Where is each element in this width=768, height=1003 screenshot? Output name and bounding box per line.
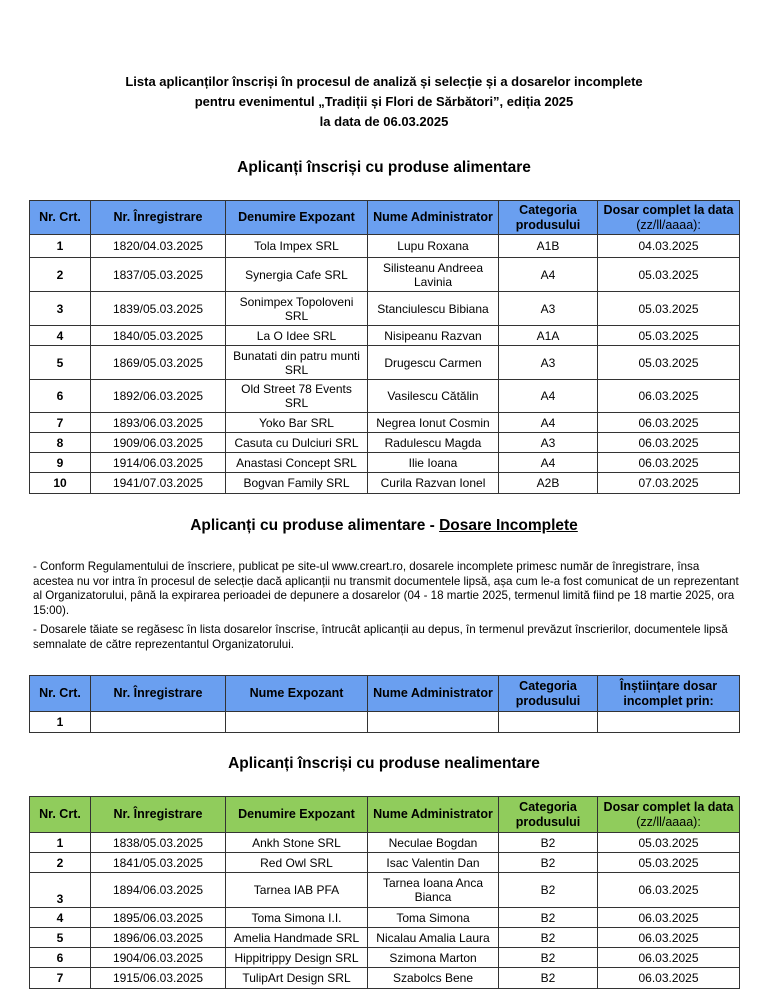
cell-reg: 1820/04.03.2025 bbox=[91, 235, 226, 258]
table-row bbox=[30, 853, 740, 873]
cell-reg bbox=[91, 712, 226, 733]
cell-name: Ankh Stone SRL bbox=[226, 833, 368, 853]
cell-name: Tola Impex SRL bbox=[226, 235, 368, 258]
cell-admin: Ilie Ioana bbox=[368, 453, 499, 473]
cell-nr: 1 bbox=[30, 833, 91, 853]
title-line-2: pentru evenimentul „Tradiții și Flori de Sărbători”, ediția 2025 bbox=[194, 94, 574, 109]
incomplete-files-table bbox=[29, 675, 740, 733]
col-header-date-label: Dosar complet la data bbox=[603, 799, 734, 814]
cell-notice bbox=[598, 712, 740, 733]
cell-nr: 6 bbox=[30, 380, 91, 413]
cell-reg: 1839/05.03.2025 bbox=[91, 292, 226, 326]
cell-cat: A4 bbox=[499, 413, 598, 433]
cell-reg: 1915/06.03.2025 bbox=[91, 968, 226, 989]
cell-nr: 2 bbox=[30, 258, 91, 292]
table-row bbox=[30, 833, 740, 853]
cell-reg: 1892/06.03.2025 bbox=[91, 380, 226, 413]
cell-cat: B2 bbox=[499, 948, 598, 968]
cell-reg: 1893/06.03.2025 bbox=[91, 413, 226, 433]
cell-name: Old Street 78 Events SRL bbox=[226, 380, 368, 413]
cell-reg: 1895/06.03.2025 bbox=[91, 908, 226, 928]
cell-reg: 1904/06.03.2025 bbox=[91, 948, 226, 968]
cell-reg: 1894/06.03.2025 bbox=[91, 873, 226, 908]
table-header-row bbox=[30, 676, 740, 712]
cell-admin: Negrea Ionut Cosmin bbox=[368, 413, 499, 433]
cell-admin: Vasilescu Cătălin bbox=[368, 380, 499, 413]
cell-reg: 1869/05.03.2025 bbox=[91, 346, 226, 380]
cell-admin: Szabolcs Bene bbox=[368, 968, 499, 989]
table-row bbox=[30, 873, 740, 908]
cell-name: Sonimpex Topoloveni SRL bbox=[226, 292, 368, 326]
col-header-nr: Nr. Crt. bbox=[30, 797, 91, 833]
cell-date: 06.03.2025 bbox=[598, 380, 740, 413]
incomplete-heading-underlined: Dosare Incomplete bbox=[439, 517, 578, 534]
cell-name bbox=[226, 712, 368, 733]
cell-cat: A4 bbox=[499, 258, 598, 292]
table-row bbox=[30, 908, 740, 928]
col-header-exhibitor: Denumire Expozant bbox=[226, 797, 368, 833]
table-row bbox=[30, 346, 740, 380]
cell-date: 05.03.2025 bbox=[598, 346, 740, 380]
cell-cat: A1B bbox=[499, 235, 598, 258]
cell-cat: B2 bbox=[499, 908, 598, 928]
cell-reg: 1841/05.03.2025 bbox=[91, 853, 226, 873]
cell-name: Anastasi Concept SRL bbox=[226, 453, 368, 473]
table-row bbox=[30, 948, 740, 968]
cell-cat: B2 bbox=[499, 928, 598, 948]
nonfood-section-heading: Aplicanți înscriși cu produse nealimentare bbox=[228, 755, 540, 772]
cell-cat: A1A bbox=[499, 326, 598, 346]
table-row bbox=[30, 453, 740, 473]
cell-nr: 2 bbox=[30, 853, 91, 873]
cell-cat: B2 bbox=[499, 873, 598, 908]
food-section-heading: Aplicanți înscriși cu produse alimentare bbox=[237, 159, 531, 176]
cell-date: 06.03.2025 bbox=[598, 433, 740, 453]
cell-nr: 8 bbox=[30, 433, 91, 453]
cell-admin: Nicalau Amalia Laura bbox=[368, 928, 499, 948]
cell-date: 04.03.2025 bbox=[598, 235, 740, 258]
table-row bbox=[30, 380, 740, 413]
cell-nr: 3 bbox=[30, 873, 91, 908]
col-header-administrator: Nume Administrator bbox=[368, 676, 499, 712]
cell-cat: A3 bbox=[499, 346, 598, 380]
cell-cat: B2 bbox=[499, 968, 598, 989]
cell-cat: A4 bbox=[499, 453, 598, 473]
table-header-row bbox=[30, 797, 740, 833]
note-paragraph-2: - Dosarele tăiate se regăsesc în lista dosarelor înscrise, întrucât aplicanții au depus, în termenul prevăzut înscrierilor, documentele lipsă semnalate de către reprezentantul Organizatorului. bbox=[33, 623, 728, 651]
cell-nr: 3 bbox=[30, 292, 91, 326]
cell-nr: 1 bbox=[30, 712, 91, 733]
cell-date: 06.03.2025 bbox=[598, 968, 740, 989]
cell-admin: Szimona Marton bbox=[368, 948, 499, 968]
cell-reg: 1896/06.03.2025 bbox=[91, 928, 226, 948]
cell-cat: A3 bbox=[499, 433, 598, 453]
cell-reg: 1838/05.03.2025 bbox=[91, 833, 226, 853]
cell-name: Casuta cu Dulciuri SRL bbox=[226, 433, 368, 453]
table-row bbox=[30, 928, 740, 948]
table-row bbox=[30, 712, 740, 733]
table-row bbox=[30, 413, 740, 433]
cell-date: 05.03.2025 bbox=[598, 258, 740, 292]
col-header-category: Categoria produsului bbox=[499, 676, 598, 712]
cell-admin: Tarnea Ioana Anca Bianca bbox=[368, 873, 499, 908]
cell-cat: B2 bbox=[499, 833, 598, 853]
cell-date: 05.03.2025 bbox=[598, 292, 740, 326]
cell-date: 05.03.2025 bbox=[598, 326, 740, 346]
cell-reg: 1840/05.03.2025 bbox=[91, 326, 226, 346]
cell-cat: A3 bbox=[499, 292, 598, 326]
col-header-registration: Nr. Înregistrare bbox=[91, 201, 226, 235]
cell-admin: Curila Razvan Ionel bbox=[368, 473, 499, 494]
cell-nr: 5 bbox=[30, 928, 91, 948]
food-applicants-table bbox=[29, 200, 740, 494]
cell-reg: 1914/06.03.2025 bbox=[91, 453, 226, 473]
cell-name: Yoko Bar SRL bbox=[226, 413, 368, 433]
col-header-notice: Înștiințare dosar incomplet prin: bbox=[598, 676, 740, 712]
cell-nr: 4 bbox=[30, 908, 91, 928]
incomplete-section-heading bbox=[0, 516, 768, 536]
nonfood-applicants-table bbox=[29, 796, 740, 989]
col-header-registration: Nr. Înregistrare bbox=[91, 797, 226, 833]
incomplete-heading-prefix: Aplicanți cu produse alimentare - bbox=[190, 517, 440, 534]
cell-name: Amelia Handmade SRL bbox=[226, 928, 368, 948]
cell-nr: 9 bbox=[30, 453, 91, 473]
cell-admin: Nisipeanu Razvan bbox=[368, 326, 499, 346]
cell-date: 06.03.2025 bbox=[598, 413, 740, 433]
cell-name: Red Owl SRL bbox=[226, 853, 368, 873]
cell-nr: 5 bbox=[30, 346, 91, 380]
table-row bbox=[30, 258, 740, 292]
document-title bbox=[0, 72, 768, 132]
cell-admin: Stanciulescu Bibiana bbox=[368, 292, 499, 326]
cell-nr: 7 bbox=[30, 968, 91, 989]
col-header-category: Categoria produsului bbox=[499, 797, 598, 833]
cell-date: 06.03.2025 bbox=[598, 873, 740, 908]
cell-name: Bunatati din patru munti SRL bbox=[226, 346, 368, 380]
title-line-1: Lista aplicanților înscriși în procesul de analiză și selecție și a dosarelor incomplete bbox=[125, 74, 643, 89]
col-header-nr: Nr. Crt. bbox=[30, 201, 91, 235]
cell-nr: 6 bbox=[30, 948, 91, 968]
cell-date: 06.03.2025 bbox=[598, 928, 740, 948]
col-header-complete-date bbox=[598, 201, 740, 235]
cell-reg: 1941/07.03.2025 bbox=[91, 473, 226, 494]
table-row bbox=[30, 473, 740, 494]
col-header-category: Categoria produsului bbox=[499, 201, 598, 235]
col-header-administrator: Nume Administrator bbox=[368, 201, 499, 235]
cell-name: Synergia Cafe SRL bbox=[226, 258, 368, 292]
cell-nr: 1 bbox=[30, 235, 91, 258]
cell-name: Tarnea IAB PFA bbox=[226, 873, 368, 908]
cell-admin: Radulescu Magda bbox=[368, 433, 499, 453]
table-row bbox=[30, 968, 740, 989]
note-paragraph-1: - Conform Regulamentului de înscriere, publicat pe site-ul www.creart.ro, dosarele incomplete primesc număr de înregistrare, însa acestea nu vor intra în procesul de selecție dacă aplicanții nu transmit documentele lipsă, așa cum le-a fost comunicat de un reprezentant al Organizatorului, până la expirarea perioadei de depunere a dosarelor (04 - 18 martie 2025, termenul limită fiind pe 18 martie 2025, ora 15:00). bbox=[33, 560, 739, 617]
cell-date: 05.03.2025 bbox=[598, 833, 740, 853]
table-row bbox=[30, 292, 740, 326]
cell-date: 06.03.2025 bbox=[598, 948, 740, 968]
cell-name: TulipArt Design SRL bbox=[226, 968, 368, 989]
cell-admin: Isac Valentin Dan bbox=[368, 853, 499, 873]
cell-name: La O Idee SRL bbox=[226, 326, 368, 346]
cell-name: Toma Simona I.I. bbox=[226, 908, 368, 928]
cell-cat: B2 bbox=[499, 853, 598, 873]
cell-admin: Silisteanu Andreea Lavinia bbox=[368, 258, 499, 292]
cell-reg: 1837/05.03.2025 bbox=[91, 258, 226, 292]
col-header-date-format: (zz/ll/aaaa): bbox=[636, 217, 701, 232]
cell-admin: Neculae Bogdan bbox=[368, 833, 499, 853]
col-header-exhibitor: Nume Expozant bbox=[226, 676, 368, 712]
cell-admin: Lupu Roxana bbox=[368, 235, 499, 258]
col-header-date-format: (zz/ll/aaaa): bbox=[636, 814, 701, 829]
cell-date: 06.03.2025 bbox=[598, 453, 740, 473]
cell-cat: A4 bbox=[499, 380, 598, 413]
col-header-registration: Nr. Înregistrare bbox=[91, 676, 226, 712]
incomplete-notes bbox=[33, 560, 741, 658]
col-header-date-label: Dosar complet la data bbox=[603, 202, 734, 217]
cell-nr: 7 bbox=[30, 413, 91, 433]
cell-reg: 1909/06.03.2025 bbox=[91, 433, 226, 453]
col-header-complete-date bbox=[598, 797, 740, 833]
table-header-row bbox=[30, 201, 740, 235]
title-line-3: la data de 06.03.2025 bbox=[319, 114, 449, 129]
table-row bbox=[30, 326, 740, 346]
cell-admin: Toma Simona bbox=[368, 908, 499, 928]
col-header-administrator: Nume Administrator bbox=[368, 797, 499, 833]
cell-cat bbox=[499, 712, 598, 733]
table-row bbox=[30, 433, 740, 453]
cell-cat: A2B bbox=[499, 473, 598, 494]
col-header-exhibitor: Denumire Expozant bbox=[226, 201, 368, 235]
cell-admin bbox=[368, 712, 499, 733]
cell-name: Hippitrippy Design SRL bbox=[226, 948, 368, 968]
col-header-nr: Nr. Crt. bbox=[30, 676, 91, 712]
cell-date: 07.03.2025 bbox=[598, 473, 740, 494]
table-row bbox=[30, 235, 740, 258]
cell-date: 06.03.2025 bbox=[598, 908, 740, 928]
cell-nr: 4 bbox=[30, 326, 91, 346]
cell-date: 05.03.2025 bbox=[598, 853, 740, 873]
cell-admin: Drugescu Carmen bbox=[368, 346, 499, 380]
cell-name: Bogvan Family SRL bbox=[226, 473, 368, 494]
cell-nr: 10 bbox=[30, 473, 91, 494]
